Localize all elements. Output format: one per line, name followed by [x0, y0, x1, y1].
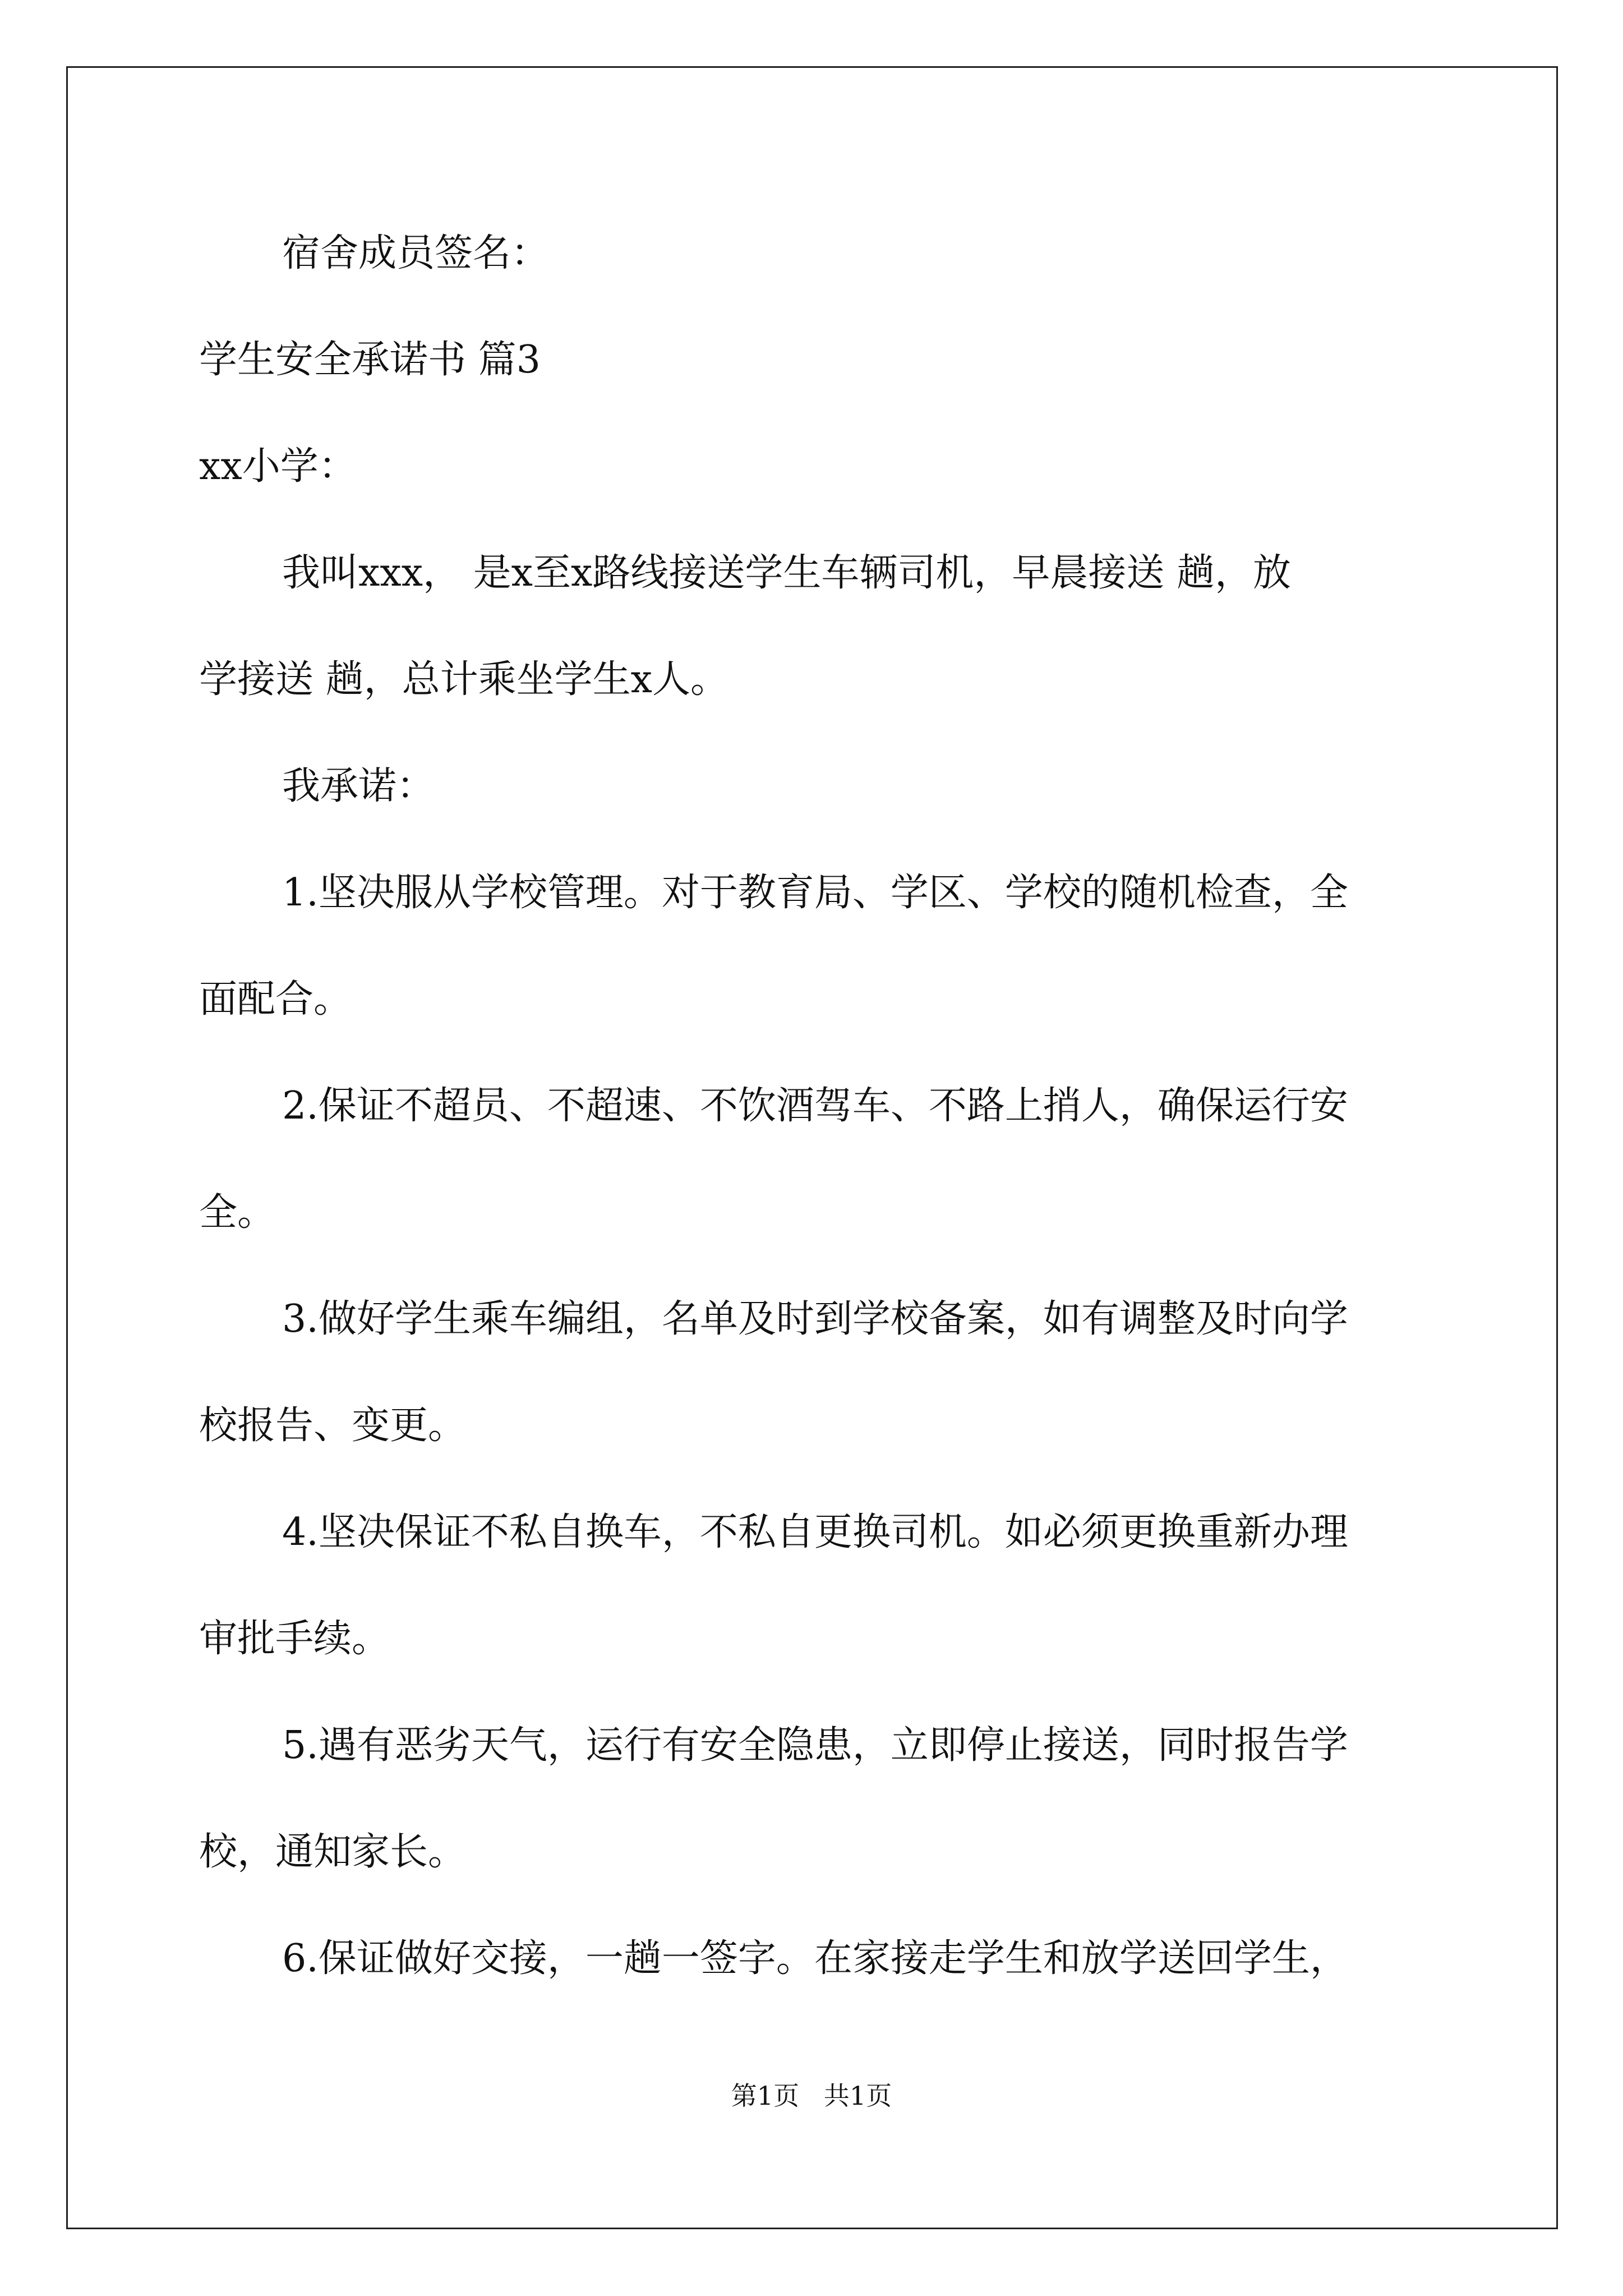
section-title: 学生安全承诺书 篇3	[199, 338, 541, 382]
pledge-item-2-line-2: 全。	[199, 1190, 276, 1235]
pledge-heading: 我承诺：	[282, 764, 435, 808]
intro-line-1: 我叫xxx， 是x至x路线接送学生车辆司机，早晨接送 趟，放	[282, 551, 1291, 595]
signature-line: 宿舍成员签名：	[282, 231, 550, 275]
page-footer: 第1页 共1页	[731, 2081, 892, 2111]
salutation: xx小学：	[199, 444, 357, 489]
pledge-item-1-line-1: 1.坚决服从学校管理。对于教育局、学区、学校的随机检查，全	[282, 871, 1348, 915]
pledge-item-5-line-2: 校，通知家长。	[199, 1830, 467, 1874]
page-border	[66, 66, 1558, 2229]
pledge-item-3-line-1: 3.做好学生乘车编组，名单及时到学校备案，如有调整及时向学	[282, 1297, 1348, 1341]
pledge-item-2-line-1: 2.保证不超员、不超速、不饮酒驾车、不路上捎人，确保运行安	[282, 1084, 1348, 1128]
pledge-item-6-line-1: 6.保证做好交接，一趟一签字。在家接走学生和放学送回学生，	[282, 1936, 1348, 1981]
pledge-item-1-line-2: 面配合。	[199, 977, 352, 1022]
pledge-item-5-line-1: 5.遇有恶劣天气，运行有安全隐患，立即停止接送，同时报告学	[282, 1723, 1348, 1768]
pledge-item-4-line-2: 审批手续。	[199, 1617, 390, 1661]
pledge-item-4-line-1: 4.坚决保证不私自换车，不私自更换司机。如必须更换重新办理	[282, 1510, 1348, 1554]
intro-line-2: 学接送 趟，总计乘坐学生x人。	[199, 657, 728, 702]
pledge-item-3-line-2: 校报告、变更。	[199, 1404, 467, 1448]
